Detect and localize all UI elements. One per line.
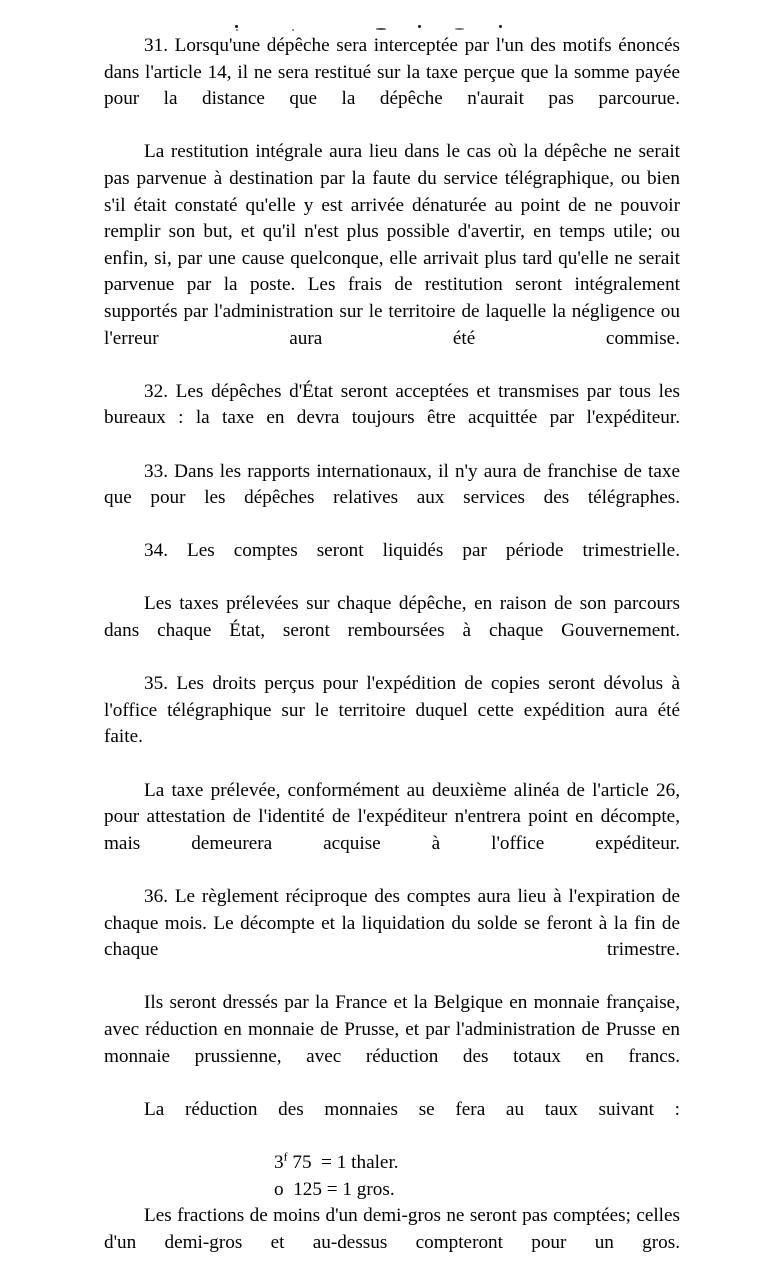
paragraph-article-33: 33. Dans les rapports internationaux, il n'y aura de franchise de taxe que pour les dépêches relatives aux services des télégraphes. bbox=[104, 460, 680, 509]
paragraph-article-35-alinea-2: La taxe prélevée, conformément au deuxième alinéa de l'article 26, pour attestation de l'identité de l'expéditeur n'entrera point en décompte, mais demeurera acquise à l'office expéditeur. bbox=[104, 779, 680, 854]
paragraph-article-36-alinea-2: Ils seront dressés par la France et la Belgique en monnaie française, avec réduction en monnaie de Prusse, et par l'administration de Prusse en monnaie prussienne, avec réduction des totaux en francs. bbox=[104, 992, 680, 1067]
paragraph-article-35: 35. Les droits perçus pour l'expédition de copies seront dévolus à l'office télégraphique sur le territoire duquel cette expédition aura été faite. bbox=[104, 673, 680, 748]
paragraph-article-34-alinea-2: Les taxes prélevées sur chaque dépêche, en raison de son parcours dans chaque État, seront remboursées à chaque Gouvernement. bbox=[104, 593, 680, 642]
paragraph-article-31: 31. Lorsqu'une dépêche sera interceptée par l'un des motifs énoncés dans l'article 14, il ne sera restitué sur la taxe perçue que la somme payée pour la distance que la dépêche n'aurait pas parcourue. bbox=[104, 35, 680, 110]
thaler-amount-value: 3 bbox=[274, 1151, 284, 1173]
gros-equivalent: 1 gros. bbox=[342, 1178, 395, 1200]
paragraph-article-31-alinea-2: La restitution intégrale aura lieu dans le cas où la dépêche ne serait pas parvenue à destination par la faute du service télégraphique, ou bien s'il était constaté qu'elle y est arrivée dénaturée au point de ne pouvoir remplir son but, et qu'il n'est plus possible d'avertir, en temps utile; ou enfin, si, par une cause quelconque, elle arrivait plus tard qu'elle ne serait parvenue par la poste. Les frais de restitution seront intégralement supportés par l'administration sur le territoire de laquelle la négligence ou l'erreur aura été commise. bbox=[104, 141, 680, 349]
page-edge-ink-artifacts bbox=[104, 16, 680, 30]
conversion-row-gros bbox=[104, 1177, 680, 1204]
thaler-equivalent: 1 thaler. bbox=[336, 1151, 399, 1173]
thaler-equals-sign: = bbox=[321, 1151, 332, 1173]
gros-equals-sign: = bbox=[326, 1178, 338, 1200]
conversion-row-thaler bbox=[104, 1150, 680, 1177]
paragraph-article-32: 32. Les dépêches d'État seront acceptées et transmises par tous les bureaux : la taxe en devra toujours être acquittée par l'expéditeur. bbox=[104, 380, 680, 429]
gros-amount-fraction: 125 bbox=[293, 1178, 322, 1200]
paragraph-closing-fractions: Les fractions de moins d'un demi-gros ne seront pas comptées; celles d'un demi-gros et au-dessus compteront pour un gros. bbox=[104, 1205, 680, 1253]
paragraph-article-34: 34. Les comptes seront liquidés par période trimestrielle. bbox=[144, 540, 680, 562]
gros-amount-value: o bbox=[274, 1178, 284, 1200]
paragraph-conversion-intro: La réduction des monnaies se fera au taux suivant : bbox=[144, 1098, 680, 1120]
body-text-column bbox=[104, 33, 680, 1283]
thaler-amount-fraction: 75 bbox=[292, 1151, 312, 1173]
thaler-amount-unit: f bbox=[283, 1149, 288, 1164]
paragraph-article-36: 36. Le règlement réciproque des comptes aura lieu à l'expiration de chaque mois. Le décompte et la liquidation du solde se feront à la fin de chaque trimestre. bbox=[104, 886, 680, 961]
